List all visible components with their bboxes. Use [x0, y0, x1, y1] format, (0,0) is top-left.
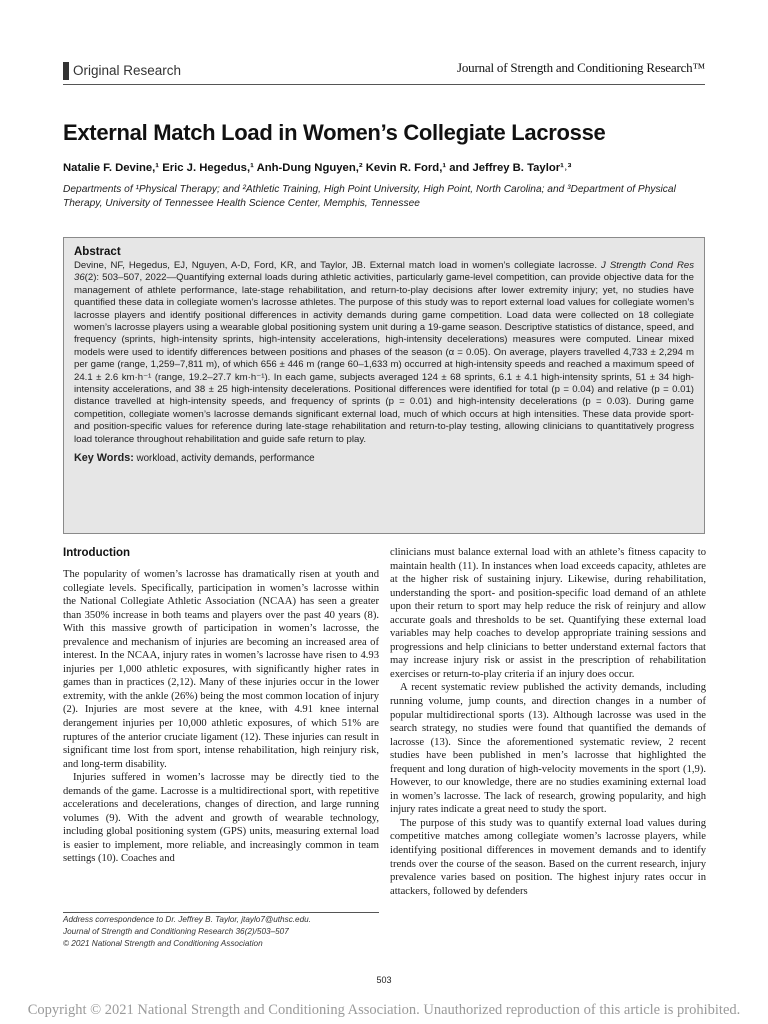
affiliations: Departments of ¹Physical Therapy; and ²Athletic Training, High Point University, High Point, North Carolina; and ³Department of Physical Therapy, University of Tennessee Health Science Center, Memphis, Tennessee: [63, 184, 676, 209]
intro-paragraph-1: The popularity of women’s lacrosse has dramatically risen at youth and collegiate levels. Specifically, participation in women’s lacrosse within the National Collegiate Athletic Association (NCAA) has seen a greater than 350% increase in both teams and players over the past 40 years (8). With this massive growth of participation in women’s lacrosse, the prevalence and mechanism of injuries are becoming an increased area of interest. In the NCAA, injury rates in women’s lacrosse have risen to 4.93 injuries per 1,000 athletic exposures, with significantly higher rates in games than in practices (2,12). Many of these injuries occur in the lower extremity, with the ankle (26%) being the most common location of injury (2). Injuries are most severe at the knee, with 4.91 knee internal derangement injuries per 10,000 athletic exposures, of which 51% are ruptures of the anterior cruciate ligament (12). These injuries can result in significant time lost from sport, intense rehabilitation, high reinjury risk, and long-term disability.: [63, 569, 379, 770]
right-column: [390, 546, 706, 898]
journal-name: Journal of Strength and Conditioning Research™: [457, 60, 705, 75]
abstract-journal-ref: J Strength Cond Res 36: [74, 260, 695, 284]
abstract-heading: Abstract: [74, 246, 121, 258]
intro-paragraph-5: The purpose of this study was to quantify external load values during competitive matches among collegiate women’s lacrosse players, while identifying positional differences in movement demands and to identify trends over the course of the season. Based on the current research, injury prevalence varies based on position. The highest injury rates occur in attackers, followed by defenders: [390, 817, 706, 897]
copyright-note: © 2021 National Strength and Conditioning Association: [63, 939, 263, 948]
keywords: [74, 452, 694, 465]
abstract-citation: Devine, NF, Hegedus, EJ, Nguyen, A-D, Ford, KR, and Taylor, JB. External match load in women’s collegiate lacrosse.: [74, 260, 598, 271]
author-list: Natalie F. Devine,¹ Eric J. Hegedus,¹ Anh-Dung Nguyen,² Kevin R. Ford,¹ and Jeffrey B. Taylor¹˒³: [63, 162, 572, 174]
abstract-citation-tail: (2): 503–507, 2022—: [84, 272, 177, 284]
intro-paragraph-3: clinicians must balance external load with an athlete’s fitness capacity to maintain health (11). In instances when load exceeds capacity, athletes are at the higher risk of sustaining injury. Likewise, during rehabilitation, understanding the sport- and position-specific load demand of an athlete upon their return to sport may help reduce the risk of reinjury and allow accurate goals and thresholds to be set. Quantifying these external load variables may help coaches to develop appropriate training sessions and progressions and help clinicians to better understand external factors that may increase injury risk or assist in the prescription of rehabilitation exercises or return-to-play criteria if an injury does occur.: [390, 547, 706, 680]
abstract-box: [63, 237, 705, 534]
left-column: [63, 546, 379, 866]
footnotes: [63, 914, 379, 950]
journal-citation-note: Journal of Strength and Conditioning Research 36(2)/503–507: [63, 927, 289, 936]
introduction-heading: Introduction: [63, 547, 131, 559]
intro-paragraph-4: A recent systematic review published the activity demands, including running volume, jump counts, and direction changes in a number of popular multidirectional sports (13). Although lacrosse was used in the search strategy, no studies were found that quantified the demands of lacrosse (13). Since the aforementioned systematic review, 2 recent studies have been published in men’s lacrosse that highlighted the frequent and long duration of high-velocity movements in the sport (1,9). However, to our knowledge, there are no studies examining external load in women’s lacrosse. The lack of research, growing popularity, and high injury rates indicate a great need to study the sport.: [390, 682, 706, 816]
page-header: [63, 60, 705, 82]
abstract-body: [74, 260, 694, 446]
header-divider: [63, 84, 705, 85]
keywords-label: Key Words:: [74, 452, 134, 465]
copyright-notice: Copyright © 2021 National Strength and Conditioning Association. Unauthorized reproduction of this article is prohibited.: [27, 1002, 741, 1018]
section-label: Original Research: [63, 62, 181, 80]
page-number: 503: [376, 975, 392, 985]
correspondence-note: Address correspondence to Dr. Jeffrey B. Taylor, jtaylo7@uthsc.edu.: [63, 915, 311, 924]
intro-paragraph-2: Injuries suffered in women’s lacrosse may be directly tied to the demands of the game. Lacrosse is a multidirectional sport, with repetitive accelerations and decelerations, changes of direction, and large running volumes (9). With the advent and growth of wearable technology, including global positioning system (GPS) units, measuring external load is easier to implement, more reliable, and increasingly common in team settings (10). Coaches and: [63, 772, 379, 865]
keywords-list: workload, activity demands, performance: [136, 453, 315, 465]
article-title: External Match Load in Women’s Collegiate Lacrosse: [63, 120, 606, 145]
footnote-divider: [63, 912, 379, 913]
abstract-text: Quantifying external loads during athletic activities, particularly game-level competition, can provide objective data for the management of athlete performance, late-stage rehabilitation, and return-to-play decisions after lower extremity injury; yet, no studies have quantified these data in collegiate women’s lacrosse athletes. The purpose of this study was to report external load values for collegiate women’s lacrosse players and identify positional differences in activity demands during game competition. Load data were collected on 18 collegiate women’s lacrosse players using a wearable global positioning system unit during a 19-game season. Descriptive statistics of distance, speed, and frequency (sprints, high-intensity sprints, high-intensity accelerations, high-intensity decelerations) measures were computed. Linear mixed models were used to identify differences between positions and phases of the season (α = 0.05). On average, players travelled 4,733 ± 2,294 m per game (range, 1,259–7,811 m), of which 656 ± 446 m (range 60–1,633 m) occurred at high-intensity speeds and reached a maximum speed of 24.1 ± 2.6 km·h⁻¹ (range, 19.2–27.7 km·h⁻¹). In each game, subjects averaged 124 ± 68 sprints, 6.1 ± 4.1 high-intensity sprints, 51 ± 34 high-intensity accelerations, and 38 ± 25 high-intensity decelerations. Positional differences were identified for total (p = 0.04) and relative (p = 0.01) distance travelled at high-intensity speeds, and frequency of sprints (p = 0.01) and high-intensity decelerations (p = 0.03). During game competition, collegiate women’s lacrosse demands significant external load, much of which occurs at high intensities. These data provide sport- and position-specific values for reference during late-stage rehabilitation and return-to-play testing, allowing clinicians to quantitatively progress load tolerance throughout rehabilitation and guide safe return to play.: [74, 272, 694, 445]
